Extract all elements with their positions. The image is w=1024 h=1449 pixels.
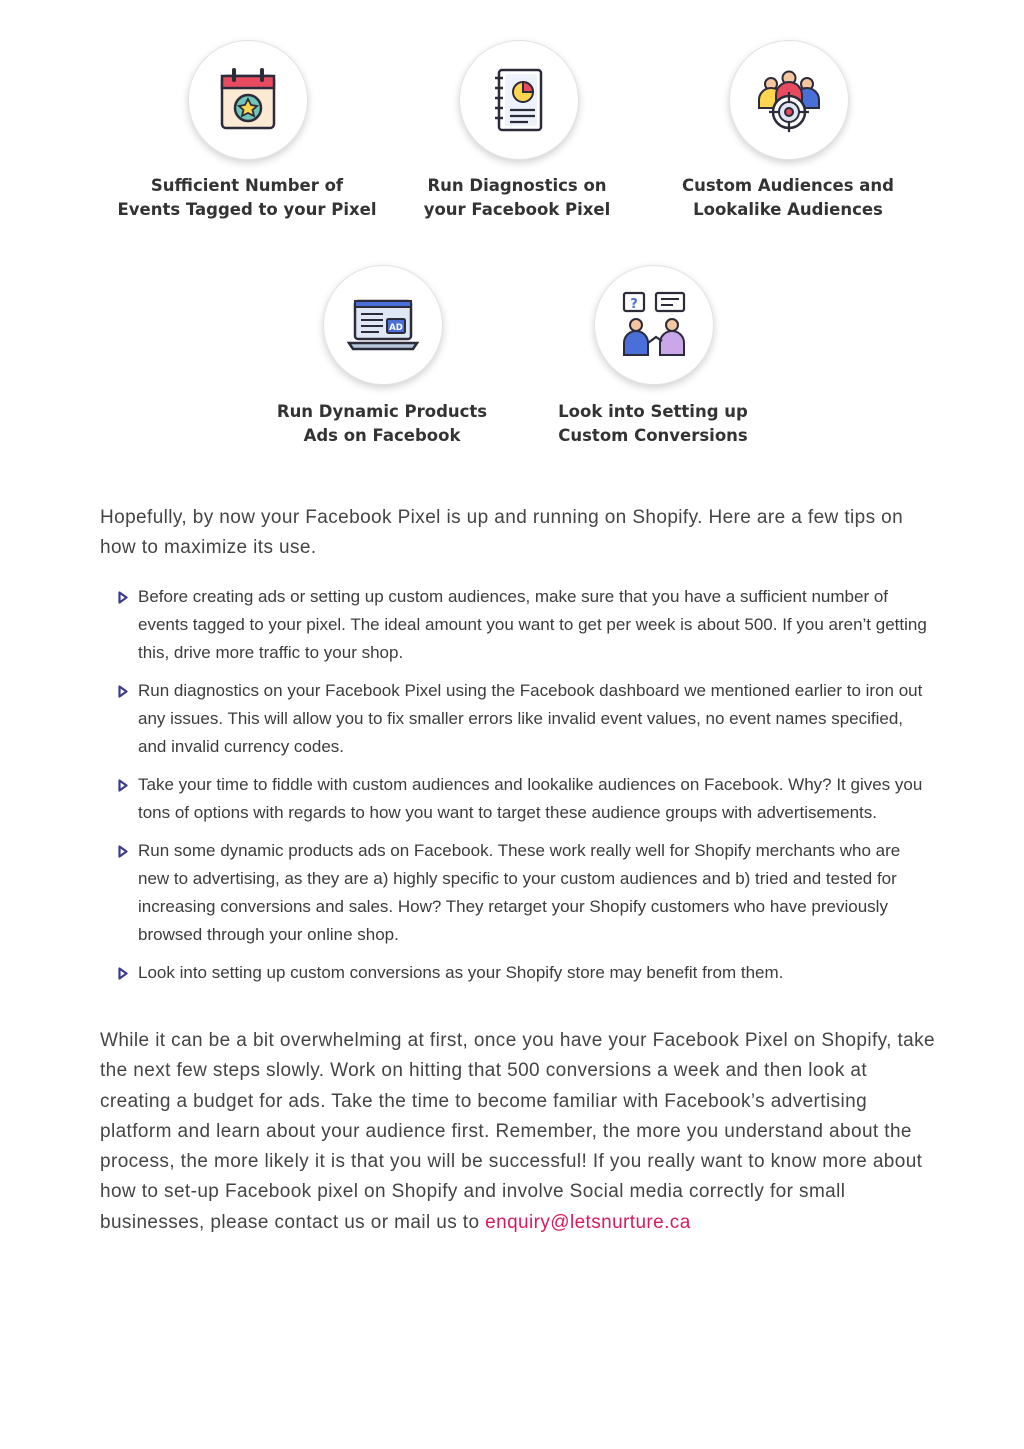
people-conversation-icon [616, 287, 692, 363]
calendar-star-icon [210, 62, 286, 138]
list-item: Run some dynamic products ads on Facebook. These work really well for Shopify merchants who are new to advertising, as they are a) highly specific to your custom audiences and b) tried and tested for increasing conversions and sales. How? They retarget your Shopify customers who have previously browsed through your online shop. [100, 837, 935, 949]
feature-icon-circle [594, 265, 714, 385]
triangle-bullet-icon [118, 967, 128, 980]
list-item: Run diagnostics on your Facebook Pixel using the Facebook dashboard we mentioned earlier to iron out any issues. This will allow you to fix smaller errors like invalid event values, no event names specified, and invalid currency codes. [100, 677, 935, 761]
feature-icon-circle [188, 40, 308, 160]
triangle-bullet-icon [118, 591, 128, 604]
triangle-bullet-icon [118, 685, 128, 698]
list-item: Before creating ads or setting up custom audiences, make sure that you have a sufficient number of events tagged to your pixel. The ideal amount you want to get per week is about 500. If you aren’t getting this, drive more traffic to your shop. [100, 583, 935, 667]
notebook-chart-icon [481, 62, 557, 138]
feature-icon-circle [459, 40, 579, 160]
intro-paragraph: Hopefully, by now your Facebook Pixel is up and running on Shopify. Here are a few tips on how to maximize its use. [100, 507, 904, 558]
closing-text: While it can be a bit overwhelming at first, once you have your Facebook Pixel on Shopify, take the next few steps slowly. Work on hitting that 500 conversions a week and then look at creating a budget for ads. Take the time to become familiar with Facebook’s advertising platform and learn about your audience first. Remember, the more you understand about the process, the more likely it is that you will be successful! If you really want to know more about how to set-up Facebook pixel on Shopify and involve Social media correctly for small businesses, please contact us or mail us to [100, 1030, 936, 1233]
svg-text:AD: AD [389, 323, 403, 333]
feature-caption: Sufficient Number of Events Tagged to your Pixel [117, 176, 377, 219]
feature-caption: Run Dynamic Products Ads on Facebook [276, 402, 488, 445]
feature-icon-circle [729, 40, 849, 160]
feature-caption: Custom Audiences and Lookalike Audiences [682, 176, 894, 219]
audience-target-icon [751, 62, 827, 138]
email-link[interactable]: enquiry@letsnurture.ca [485, 1211, 691, 1233]
feature-caption: Look into Setting up Custom Conversions [558, 402, 748, 445]
closing-paragraph [100, 1026, 935, 1238]
triangle-bullet-icon [118, 779, 128, 792]
svg-text:?: ? [630, 297, 638, 312]
feature-caption: Run Diagnostics on your Facebook Pixel [423, 176, 611, 219]
list-item: Take your time to fiddle with custom audiences and lookalike audiences on Facebook. Why? It gives you tons of options with regards to how you want to target these audience groups with advertisements. [100, 771, 935, 827]
feature-icon-circle [323, 265, 443, 385]
laptop-ad-icon [345, 287, 421, 363]
triangle-bullet-icon [118, 845, 128, 858]
tips-list [100, 583, 935, 997]
list-item: Look into setting up custom conversions as your Shopify store may benefit from them. [100, 959, 935, 987]
